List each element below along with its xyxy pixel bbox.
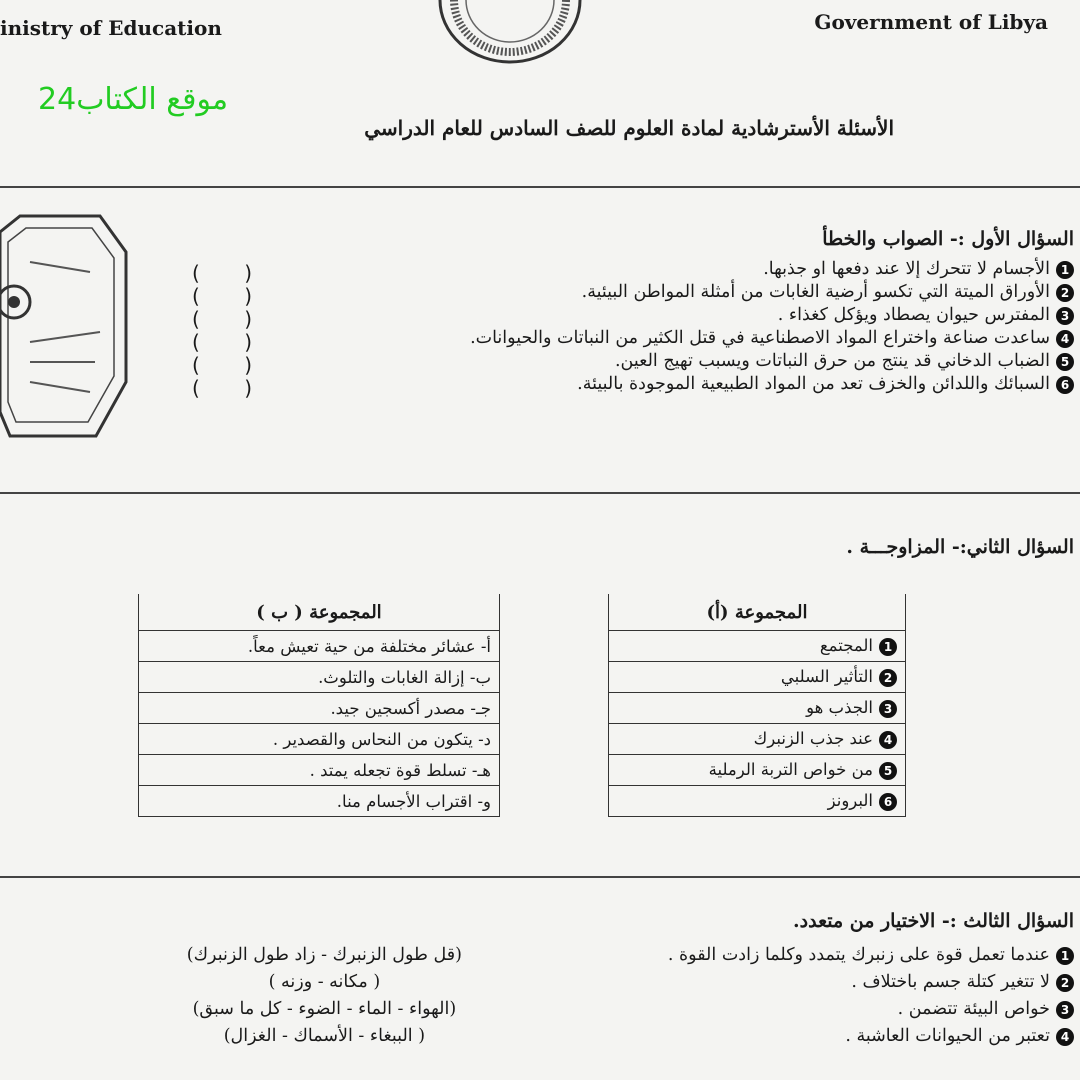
list-item xyxy=(470,281,1074,304)
item-text: عند جذب الزنبرك xyxy=(753,729,873,749)
table-row xyxy=(609,755,906,786)
list-item xyxy=(668,942,1074,969)
answer-blank[interactable]: ( ) xyxy=(192,376,252,400)
list-item xyxy=(470,373,1074,396)
q3-options xyxy=(187,942,462,1050)
answer-blank[interactable]: ( ) xyxy=(192,284,252,308)
table-row xyxy=(609,631,906,662)
q2-heading: السؤال الثاني:- المزاوجـــة . xyxy=(846,536,1074,558)
item-text: التأثير السلبي xyxy=(780,667,873,687)
table-row: أ- عشائر مختلفة من حية تعيش معاً. xyxy=(139,631,500,662)
divider xyxy=(0,876,1080,878)
item-number: 3 xyxy=(879,700,897,718)
item-number: 4 xyxy=(1056,330,1074,348)
item-number: 1 xyxy=(1056,947,1074,965)
answer-blank[interactable]: ( ) xyxy=(192,330,252,354)
item-text: من خواص التربة الرملية xyxy=(708,760,873,780)
list-item xyxy=(470,258,1074,281)
table-row: و- اقتراب الأجسام منا. xyxy=(139,786,500,817)
list-item xyxy=(470,304,1074,327)
header-government-label: Government of Libya xyxy=(814,10,1048,34)
list-item xyxy=(470,350,1074,373)
item-text: لا تتغير كتلة جسم باختلاف . xyxy=(851,972,1050,992)
item-number: 6 xyxy=(879,793,897,811)
list-item xyxy=(668,1023,1074,1050)
divider xyxy=(0,186,1080,188)
item-text: الأوراق الميتة التي تكسو أرضية الغابات من أمثلة المواطن البيئية. xyxy=(581,282,1050,302)
item-number: 4 xyxy=(879,731,897,749)
item-number: 2 xyxy=(1056,284,1074,302)
item-number: 5 xyxy=(1056,353,1074,371)
answer-blank[interactable]: ( ) xyxy=(192,261,252,285)
item-number: 2 xyxy=(1056,974,1074,992)
item-number: 1 xyxy=(879,638,897,656)
item-text: تعتبر من الحيوانات العاشبة . xyxy=(845,1026,1050,1046)
list-item xyxy=(470,327,1074,350)
item-number: 3 xyxy=(1056,1001,1074,1019)
choice-options: ( الببغاء - الأسماك - الغزال) xyxy=(223,1026,426,1046)
table-row xyxy=(609,724,906,755)
item-text: الجذب هو xyxy=(806,698,873,718)
list-item xyxy=(668,996,1074,1023)
item-number: 3 xyxy=(1056,307,1074,325)
item-number: 5 xyxy=(879,762,897,780)
q3-heading: السؤال الثالث :- الاختيار من متعدد. xyxy=(793,910,1074,932)
item-text: المفترس حيوان يصطاد ويؤكل كغذاء . xyxy=(777,305,1050,325)
stamp-icon xyxy=(0,212,130,442)
item-text: السبائك واللدائن والخزف تعد من المواد الطبيعية الموجودة بالبيئة. xyxy=(577,374,1050,394)
choice-options: ( مكانه - وزنه ) xyxy=(268,972,381,992)
choice-options: (قل طول الزنبرك - زاد طول الزنبرك) xyxy=(186,945,462,965)
header-ministry-label: inistry of Education xyxy=(0,16,222,40)
divider xyxy=(0,492,1080,494)
group-a-title: المجموعة (أ) xyxy=(609,594,906,631)
list-item xyxy=(668,969,1074,996)
item-number: 2 xyxy=(879,669,897,687)
q1-heading: السؤال الأول :- الصواب والخطأ xyxy=(822,228,1074,250)
table-row xyxy=(609,786,906,817)
table-row: د- يتكون من النحاس والقصدير . xyxy=(139,724,500,755)
q1-items xyxy=(470,258,1074,396)
item-number: 1 xyxy=(1056,261,1074,279)
page-title: الأسئلة الأسترشادية لمادة العلوم للصف السادس للعام الدراسي xyxy=(364,116,894,140)
answer-blank[interactable]: ( ) xyxy=(192,353,252,377)
item-text: المجتمع xyxy=(819,636,873,656)
answer-blank[interactable]: ( ) xyxy=(192,307,252,331)
table-row: هـ- تسلط قوة تجعله يمتد . xyxy=(139,755,500,786)
group-b-table xyxy=(138,594,500,817)
table-row: جـ- مصدر أكسجين جيد. xyxy=(139,693,500,724)
q3-items xyxy=(668,942,1074,1050)
table-row xyxy=(609,693,906,724)
table-row: ب- إزالة الغابات والتلوث. xyxy=(139,662,500,693)
item-text: ساعدت صناعة واختراع المواد الاصطناعية في قتل الكثير من النباتات والحيوانات. xyxy=(470,328,1050,348)
item-text: خواص البيئة تتضمن . xyxy=(897,999,1050,1019)
choice-options: (الهواء - الماء - الضوء - كل ما سبق) xyxy=(192,999,457,1019)
item-text: الأجسام لا تتحرك إلا عند دفعها او جذبها. xyxy=(763,259,1050,279)
item-number: 4 xyxy=(1056,1028,1074,1046)
answer-parens-column xyxy=(192,262,252,400)
item-text: الضباب الدخاني قد ينتج من حرق النباتات ويسبب تهيج العين. xyxy=(614,351,1050,371)
group-b-title: المجموعة ( ب ) xyxy=(139,594,500,631)
government-emblem-icon xyxy=(420,0,600,70)
item-text: البرونز xyxy=(827,791,873,811)
site-watermark: موقع الكتاب24 xyxy=(38,82,229,117)
table-row xyxy=(609,662,906,693)
item-number: 6 xyxy=(1056,376,1074,394)
group-a-table xyxy=(608,594,906,817)
item-text: عندما تعمل قوة على زنبرك يتمدد وكلما زادت القوة . xyxy=(667,945,1050,965)
